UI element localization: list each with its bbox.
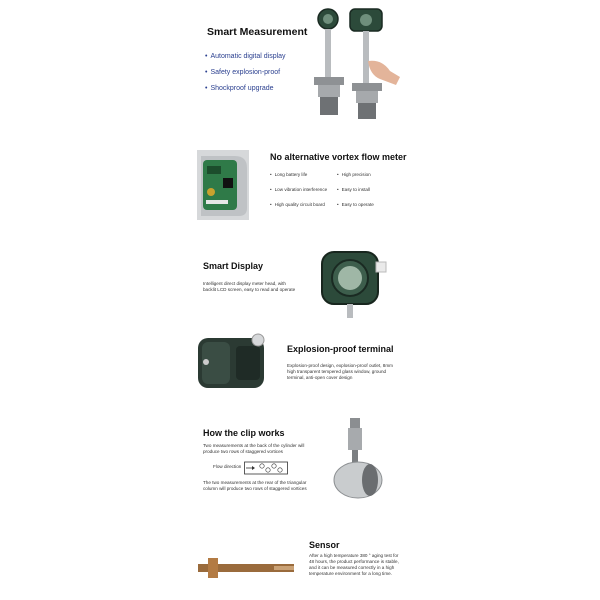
feature-item: • Low vibration interference — [270, 187, 327, 193]
vortex-meter-image — [300, 5, 405, 125]
section6-desc: After a high temperature 380 ° aging test for 48 hours, the product performance is stable, and it can be measured correctly in a high temperature environment for a long time. — [309, 553, 399, 576]
section5-desc2: The two measurements at the rear of the triangular column will produce two rows of staggered vortices — [203, 480, 307, 491]
bullet-item: • Safety explosion-proof — [205, 69, 286, 76]
terminal-housing-image — [196, 332, 274, 394]
section2-col2 — [337, 172, 374, 208]
feature-item: • Long battery life — [270, 172, 327, 178]
section4-desc: Explosion-proof design, explosion-proof outlet, 8mm high transparent tempered glass window, ground terminal, anti-open cover design — [287, 363, 393, 380]
section2-col1 — [270, 172, 327, 208]
section3-title: Smart Display — [203, 261, 264, 271]
bullet-item: • Automatic digital display — [205, 53, 286, 60]
section1-bullets — [205, 53, 286, 92]
section3-desc: Intelligent direct display meter head, with backlit LCD screen, easy to read and operate — [203, 281, 296, 292]
lcd-head-image — [318, 248, 390, 320]
flow-direction-label: Flow direction — [213, 464, 242, 469]
section5-desc1: Two measurements at the back of the cylinder will produce two rows of staggered vortices — [203, 443, 305, 454]
feature-item: • High quality circuit board — [270, 202, 327, 208]
section6-title: Sensor — [309, 540, 340, 550]
sensor-image — [198, 548, 296, 588]
feature-item: • Easy to operate — [337, 202, 374, 208]
feature-item: • Easy to install — [337, 187, 374, 193]
section2-title: No alternative vortex flow meter — [270, 152, 407, 162]
feature-item: • High precision — [337, 172, 374, 178]
section4-title: Explosion-proof terminal — [287, 344, 394, 354]
section5-title: How the clip works — [203, 428, 285, 438]
circuit-board-image — [197, 150, 249, 220]
section1-title: Smart Measurement — [207, 26, 308, 38]
bullet-item: • Shockproof upgrade — [205, 85, 286, 92]
vortex-diagram — [244, 458, 288, 478]
bluff-body-image — [330, 418, 384, 502]
